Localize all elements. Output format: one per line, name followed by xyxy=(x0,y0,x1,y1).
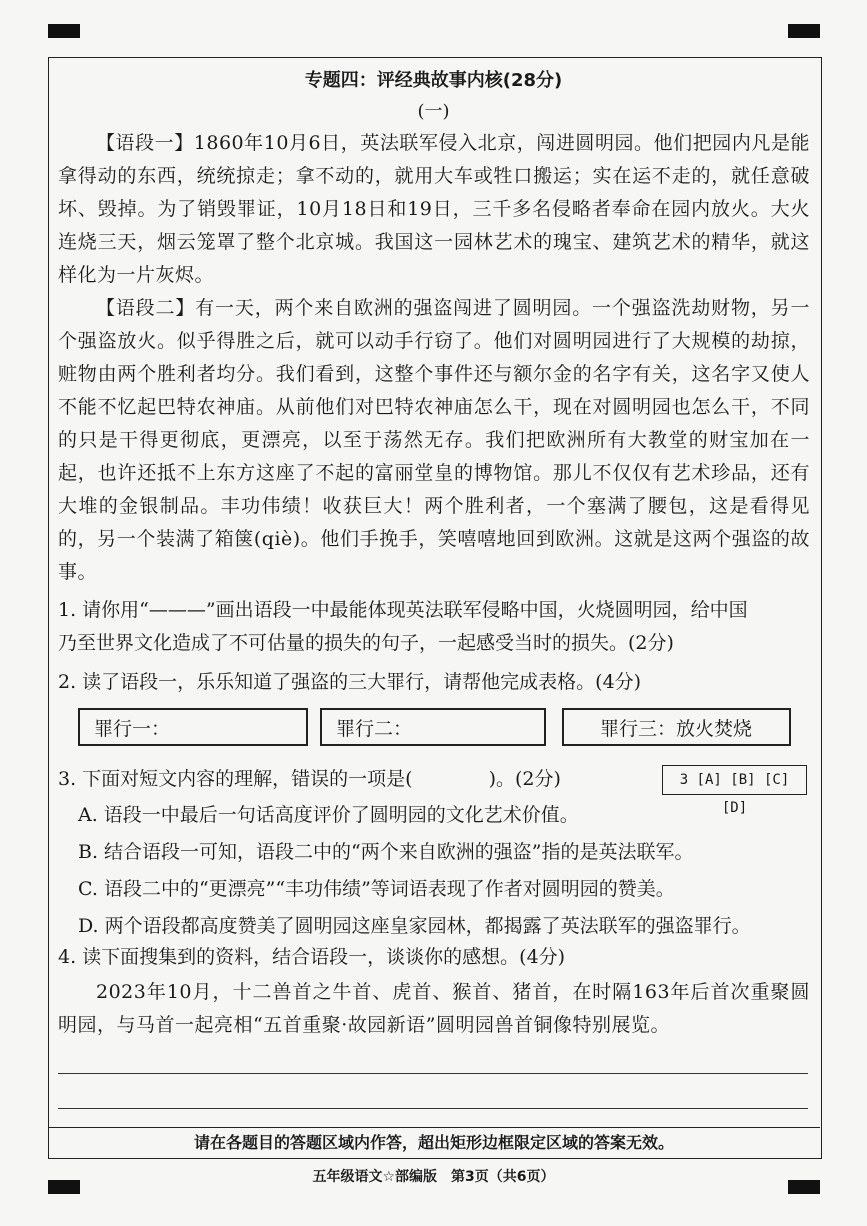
registration-mark-top-left xyxy=(48,24,80,38)
subsection-label: (一) xyxy=(417,101,450,122)
option-c[interactable]: C. 语段二中的“更漂亮”“丰功伟绩”等词语表现了作者对圆明园的赞美。 xyxy=(78,878,675,900)
section-title: 专题四：评经典故事内核(28分) xyxy=(304,70,563,91)
crime-box-2[interactable]: 罪行二： xyxy=(320,708,546,746)
option-d[interactable]: D. 两个语段都高度赞美了圆明园这座皇家园林，都揭露了英法联军的强盗罪行。 xyxy=(78,915,751,937)
material-text: 2023年10月，十二兽首之牛首、虎首、猴首、猪首，在时隔163年后首次重聚圆明园，与马首一起亮相“五首重聚·故园新语”圆明园兽首铜像特别展览。 xyxy=(58,981,810,1036)
answer-line-1[interactable] xyxy=(58,1073,808,1074)
answer-choice-box[interactable]: 3 [A] [B] [C] [D] xyxy=(662,765,807,795)
passage-two-text: 【语段二】有一天，两个来自欧洲的强盗闯进了圆明园。一个强盗洗劫财物，另一个强盗放火。似乎得胜之后，就可以动手行窃了。他们对圆明园进行了大规模的劫掠，赃物由两个胜利者均分。我们看到，这整个事件还与额尔金的名字有关，这名字又使人不能不忆起巴特农神庙。从前他们对巴特农神庙怎么干，现在对圆明园也怎么干，不同的只是干得更彻底，更漂亮，以至于荡然无存。我们把欧洲所有大教堂的财宝加在一起，也许还抵不上东方这座了不起的富丽堂皇的博物馆。那儿不仅仅有艺术珍品，还有大堆的金银制品。丰功伟绩！收获巨大！两个胜利者，一个塞满了腰包，这是看得见的，另一个装满了箱箧(qiè)。他们手挽手，笑嘻嘻地回到欧洲。这就是这两个强盗的故事。 xyxy=(58,297,810,583)
question-1-line-2: 乃至世界文化造成了不可估量的损失的句子，一起感受当时的损失。(2分) xyxy=(58,632,674,654)
option-b[interactable]: B. 结合语段一可知，语段二中的“两个来自欧洲的强盗”指的是英法联军。 xyxy=(78,841,694,863)
crime-box-1[interactable]: 罪行一： xyxy=(78,708,308,746)
registration-mark-top-right xyxy=(788,24,820,38)
material-passage xyxy=(58,976,810,1042)
passage-one xyxy=(58,127,810,292)
answer-line-2[interactable] xyxy=(58,1108,808,1109)
passage-one-text: 【语段一】1860年10月6日，英法联军侵入北京，闯进圆明园。他们把园内凡是能拿得动的东西，统统掠走；拿不动的，就用大车或牲口搬运；实在运不走的，就任意破坏、毁掉。为了销毁罪证，10月18日和19日，三千多名侵略者奉命在园内放火。大火连烧三天，烟云笼罩了整个北京城。我国这一园林艺术的瑰宝、建筑艺术的精华，就这样化为一片灰烬。 xyxy=(58,132,810,286)
page-footer: 五年级语文☆部编版 第3页（共6页） xyxy=(312,1169,555,1185)
passage-two xyxy=(58,292,810,589)
answer-area-notice: 请在各题目的答题区域内作答，超出矩形边框限定区域的答案无效。 xyxy=(48,1127,820,1158)
option-a[interactable]: A. 语段一中最后一句话高度评价了圆明园的文化艺术价值。 xyxy=(78,804,579,826)
question-4: 4. 读下面搜集到的资料，结合语段一，谈谈你的感想。(4分) xyxy=(58,946,566,968)
question-1-line-1: 1. 请你用“———”画出语段一中最能体现英法联军侵略中国，火烧圆明园，给中国 xyxy=(58,599,748,621)
question-3-options xyxy=(78,797,818,945)
question-3: 3. 下面对短文内容的理解，错误的一项是( )。(2分) xyxy=(58,768,561,790)
question-2: 2. 读了语段一，乐乐知道了强盗的三大罪行，请帮他完成表格。(4分) xyxy=(58,671,642,693)
question-1 xyxy=(58,594,818,660)
crime-box-3[interactable]: 罪行三：放火焚烧 xyxy=(562,708,791,746)
